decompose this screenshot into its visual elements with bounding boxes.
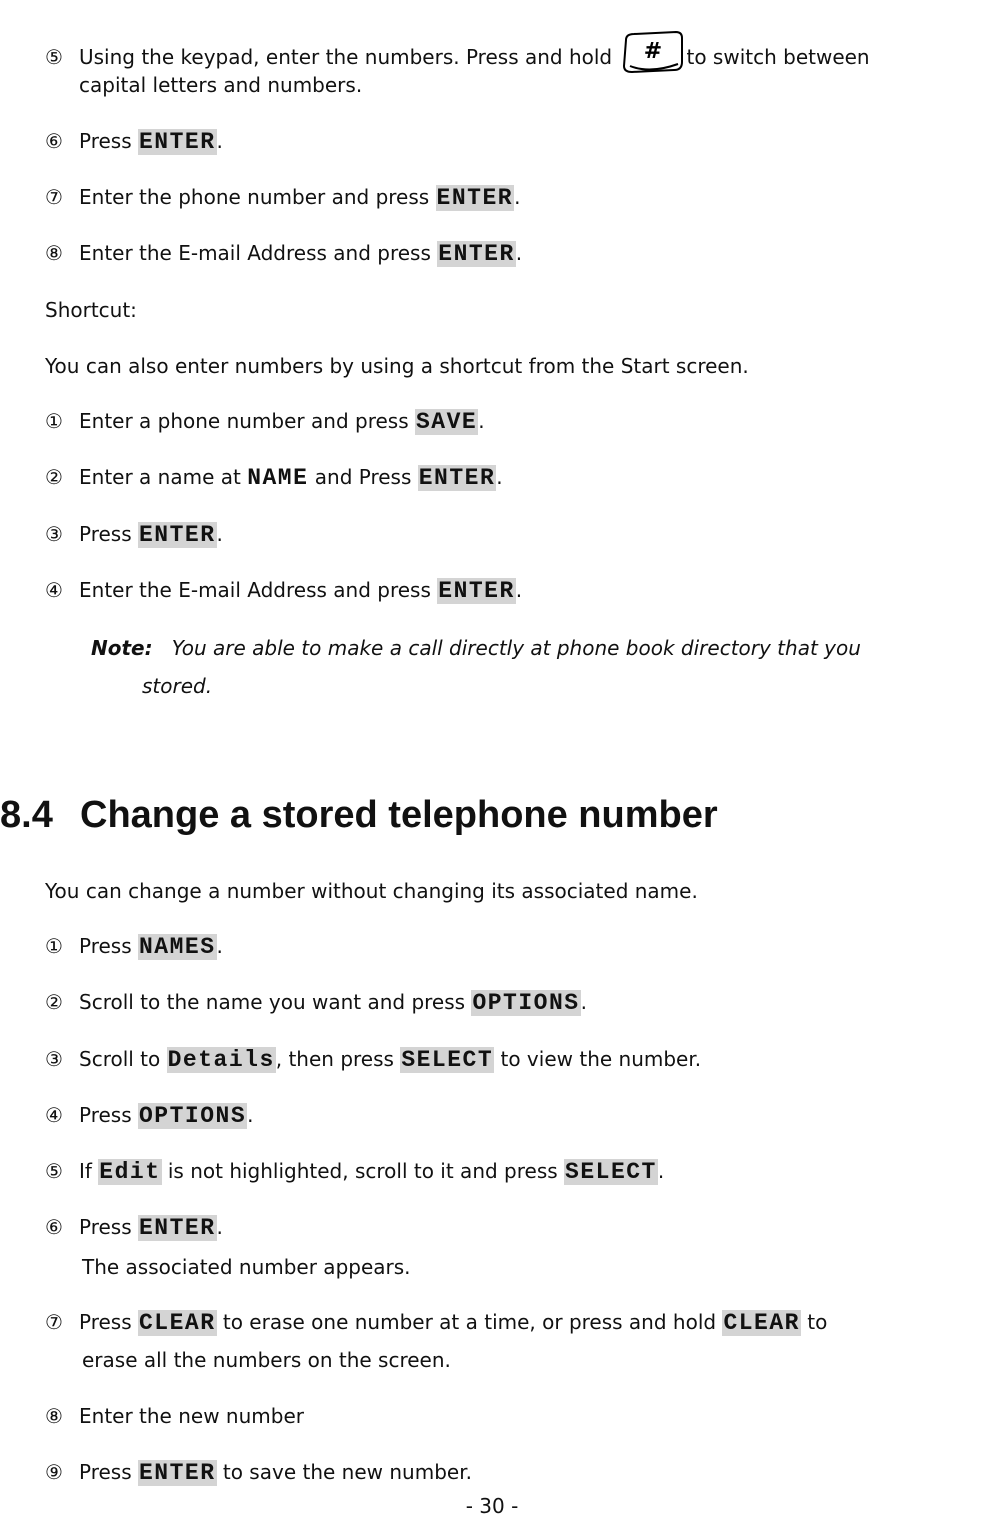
section-step-4: ④ Press OPTIONS. (45, 1103, 254, 1129)
section-step-7-continuation: erase all the numbers on the screen. (82, 1348, 451, 1372)
section-heading: 8.4 Change a stored telephone number (0, 794, 718, 836)
shortcut-intro: You can also enter numbers by using a shortcut from the Start screen. (45, 354, 749, 378)
page-number: - 30 - (465, 1494, 519, 1518)
edit-key-label: Edit (99, 1159, 161, 1185)
section-step-3: ③ Scroll to Details, then press SELECT to view the number. (45, 1047, 702, 1073)
step-8-top: ⑧ Enter the E-mail Address and press ENTER. (45, 241, 523, 267)
svg-text:#: # (644, 39, 663, 64)
clear-key-label: CLEAR (723, 1310, 800, 1336)
enter-key-label: ENTER (139, 129, 216, 155)
select-key-label: SELECT (401, 1047, 494, 1073)
step-6-top: ⑥ Press ENTER. (45, 129, 223, 155)
section-step-8: ⑧ Enter the new number (45, 1404, 304, 1428)
details-key-label: Details (167, 1047, 275, 1073)
enter-key-label: ENTER (438, 578, 515, 604)
section-step-5: ⑤ If Edit is not highlighted, scroll to it and press SELECT. (45, 1159, 665, 1185)
select-key-label: SELECT (565, 1159, 657, 1185)
note: Note: You are able to make a call directly at phone book directory that you (91, 636, 861, 660)
section-intro: You can change a number without changing its associated name. (45, 879, 698, 903)
name-field-label: NAME (247, 465, 309, 491)
enter-key-label: ENTER (139, 1215, 216, 1241)
enter-key-label: ENTER (418, 465, 496, 491)
section-step-2: ② Scroll to the name you want and press OPTIONS. (45, 990, 587, 1016)
enter-key-label: ENTER (139, 522, 216, 548)
enter-key-label: ENTER (436, 185, 514, 211)
shortcut-step-1: ① Enter a phone number and press SAVE. (45, 409, 485, 435)
enter-key-label: ENTER (139, 1460, 216, 1486)
step-5-top: ⑤ Using the keypad, enter the numbers. Press and hold # to switch between (45, 30, 984, 76)
section-step-6: ⑥ Press ENTER. (45, 1215, 223, 1241)
shortcut-step-3: ③ Press ENTER. (45, 522, 223, 548)
note-continuation: stored. (142, 674, 213, 698)
shortcut-step-4: ④ Enter the E-mail Address and press ENTER. (45, 578, 523, 604)
save-key-label: SAVE (415, 409, 478, 435)
enter-key-label: ENTER (438, 241, 515, 267)
section-step-7: ⑦ Press CLEAR to erase one number at a time, or press and hold CLEAR to (45, 1310, 828, 1336)
clear-key-label: CLEAR (139, 1310, 216, 1336)
shortcut-step-2: ② Enter a name at NAME and Press ENTER. (45, 465, 503, 491)
shortcut-label: Shortcut: (45, 298, 137, 322)
section-step-9: ⑨ Press ENTER to save the new number. (45, 1460, 472, 1486)
section-step-1: ① Press NAMES. (45, 934, 223, 960)
options-key-label: OPTIONS (139, 1103, 247, 1129)
step-7-top: ⑦ Enter the phone number and press ENTER. (45, 185, 521, 211)
note-label: Note: (91, 636, 153, 660)
section-step-6-continuation: The associated number appears. (82, 1255, 411, 1279)
options-key-label: OPTIONS (472, 990, 580, 1016)
hash-key-icon (620, 30, 684, 76)
step-5-continuation: capital letters and numbers. (79, 73, 363, 97)
names-key-label: NAMES (139, 934, 216, 960)
